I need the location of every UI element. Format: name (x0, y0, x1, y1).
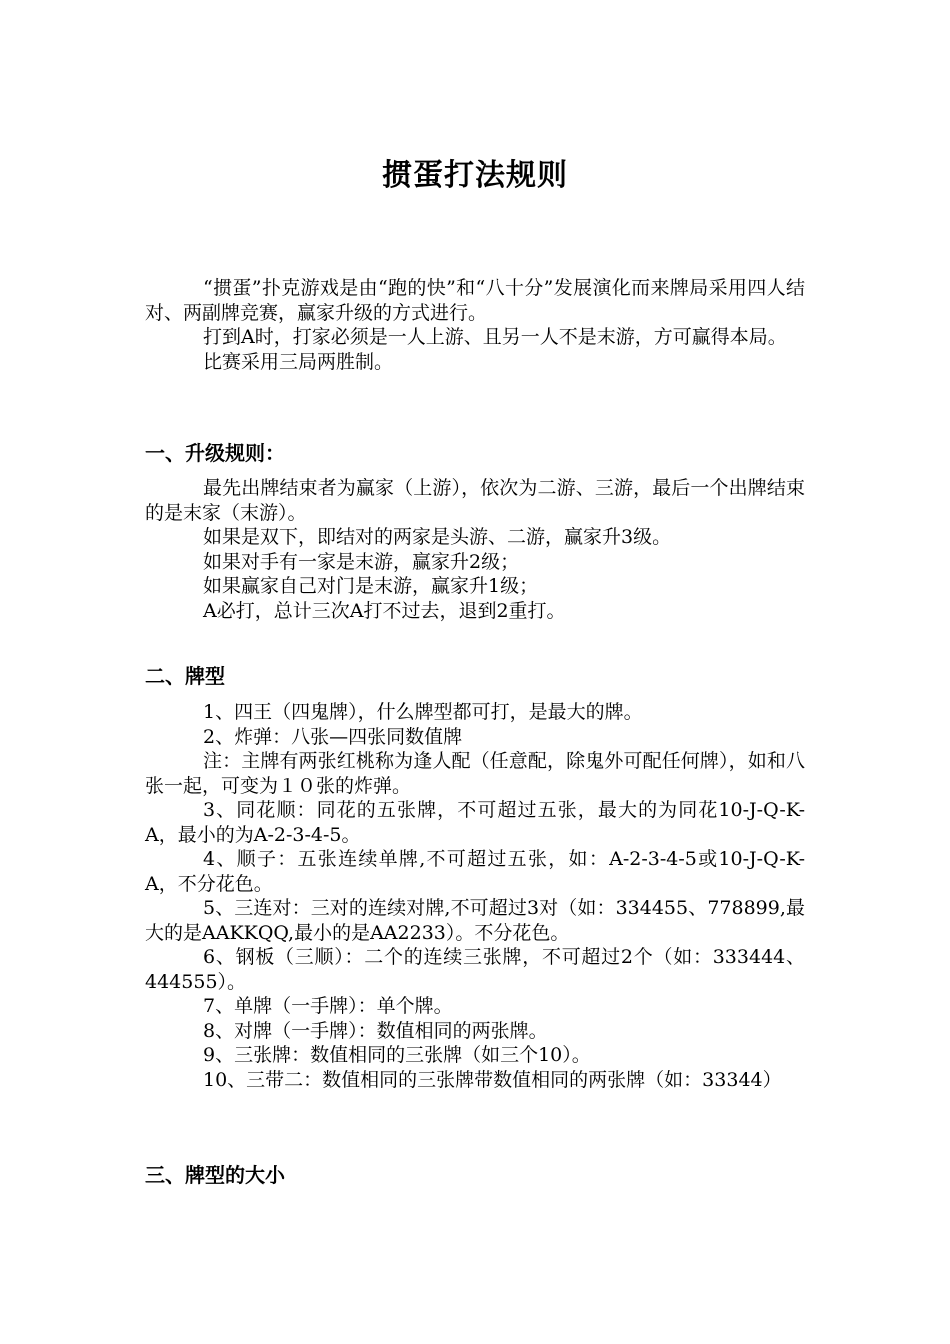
card-type-paragraph: 4、顺子：五张连续单牌,不可超过五张，如：A-2-3-4-5或10-J-Q-K-A，不分花色。 (145, 848, 805, 895)
upgrade-rule-paragraph: 如果赢家自己对门是末游，赢家升1级； (203, 575, 539, 597)
intro-paragraph-2: 打到A时，打家必须是一人上游、且另一人不是末游，方可赢得本局。 (203, 326, 787, 348)
section-heading-upgrade-rules: 一、升级规则： (145, 441, 285, 465)
card-type-paragraph: 8、对牌（一手牌）：数值相同的两张牌。 (203, 1019, 548, 1042)
upgrade-rule-paragraph: 如果对手有一家是末游，赢家升2级； (203, 550, 520, 573)
upgrade-rule-paragraph: 如果是双下，即结对的两家是头游、二游，赢家升3级。 (203, 526, 672, 548)
upgrade-rule-paragraph: A必打，总计三次A打不过去，退到2重打。 (203, 599, 566, 622)
card-type-paragraph: 6、钢板（三顺）：二个的连续三张牌，不可超过2个（如：333444、444555）。 (145, 946, 805, 993)
card-type-paragraph: 9、三张牌：数值相同的三张牌（如三个10）。 (203, 1044, 591, 1066)
card-type-paragraph: 1、四王（四鬼牌），什么牌型都可打，是最大的牌。 (203, 701, 643, 723)
card-type-note: 注：主牌有两张红桃称为逢人配（任意配，除鬼外可配任何牌），如和八张一起，可变为１０张的炸弹。 (145, 750, 805, 797)
intro-block (145, 276, 805, 374)
section-heading-card-ranking: 三、牌型的大小 (145, 1163, 285, 1187)
card-type-paragraph: 10、三带二：数值相同的三张牌带数值相同的两张牌（如：33344） (203, 1068, 782, 1091)
card-type-paragraph: 5、三连对：三对的连续对牌,不可超过3对（如：334455、778899,最大的是AAKKQQ,最小的是AA2233）。不分花色。 (145, 897, 805, 944)
section-heading-card-types: 二、牌型 (145, 664, 225, 688)
intro-paragraph-1: “掼蛋”扑克游戏是由“跑的快”和“八十分”发展演化而来牌局采用四人结对、两副牌竞赛，赢家升级的方式进行。 (145, 277, 805, 324)
section-card-types-body (145, 700, 805, 1092)
section-upgrade-rules-body (145, 476, 805, 623)
intro-paragraph-3: 比赛采用三局两胜制。 (203, 350, 394, 373)
upgrade-rule-paragraph: 最先出牌结束者为赢家（上游），依次为二游、三游，最后一个出牌结束的是末家（末游）。 (145, 477, 805, 524)
document-title: 掼蛋打法规则 (382, 158, 568, 193)
card-type-paragraph: 7、单牌（一手牌）：单个牌。 (203, 995, 453, 1017)
card-type-paragraph: 3、同花顺：同花的五张牌，不可超过五张，最大的为同花10-J-Q-K-A，最小的为A-2-3-4-5。 (145, 799, 805, 846)
card-type-paragraph: 2、炸弹：八张—四张同数值牌 (203, 725, 463, 748)
